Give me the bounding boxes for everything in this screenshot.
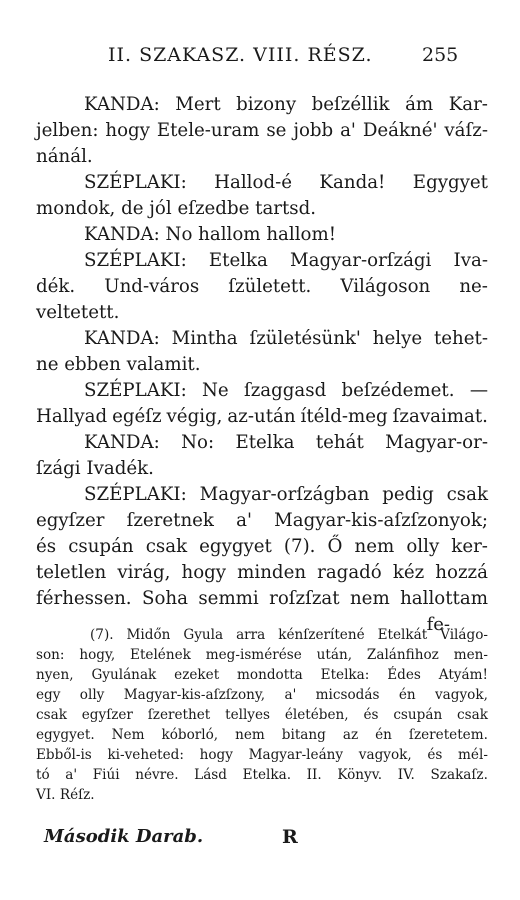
word: Magyar-leány: [248, 747, 344, 763]
word: Gyula: [183, 627, 224, 643]
word: (7).: [283, 536, 316, 557]
word: olly: [406, 536, 440, 557]
word: vagyok,: [358, 747, 412, 763]
word: meg-ismérése: [205, 647, 302, 663]
body-line: [36, 170, 488, 196]
word: No:: [181, 432, 215, 453]
word: SZÉPLAKI:: [84, 380, 187, 401]
word: Und-város: [104, 276, 200, 297]
word: virág,: [117, 562, 171, 583]
footnote: [36, 625, 488, 805]
word: egygyet.: [36, 727, 95, 743]
word: nem: [349, 588, 390, 609]
word: ki-veheted:: [107, 747, 184, 763]
word: a': [340, 120, 356, 141]
body-line: nánál.: [36, 146, 93, 167]
word: Atyám!: [438, 667, 488, 683]
body-line: KANDA: No hallom hallom!: [84, 224, 337, 245]
word: Etelka: [235, 432, 295, 453]
word: tehát: [315, 432, 364, 453]
word: Magyar-kis-aſzſzonyok;: [274, 510, 488, 531]
word: én: [398, 687, 416, 703]
word: Világo-: [440, 627, 488, 643]
word: Lásd: [194, 767, 227, 783]
word: nyen,: [36, 667, 74, 683]
word: Nem: [111, 727, 145, 743]
word: bitang: [281, 727, 326, 743]
word: egéſz: [112, 406, 162, 427]
word: ſzeretnek: [126, 510, 214, 531]
word: Magyar-kis-aſzſzony,: [123, 687, 266, 703]
word: vagyok,: [435, 687, 488, 703]
word: után,: [316, 647, 353, 663]
footnote-line: [36, 705, 488, 725]
word: egy: [36, 687, 61, 703]
word: Magyar-orſzágban: [199, 484, 370, 505]
word: KANDA:: [84, 432, 160, 453]
word: Kanda!: [319, 172, 386, 193]
word: hogy: [105, 120, 150, 141]
word: ragadó: [317, 562, 382, 583]
word: csak: [36, 707, 67, 723]
word: micsodás: [315, 687, 380, 703]
body-line: [36, 326, 488, 352]
body-line: [36, 92, 488, 118]
word: nem: [354, 536, 395, 557]
body-line: mondok, de jól eſzedbe tartsd.: [36, 198, 317, 219]
word: Midőn: [126, 627, 171, 643]
word: nem: [235, 727, 265, 743]
word: tehet-: [433, 328, 488, 349]
word: Ő: [327, 536, 343, 557]
footnote-line: [36, 685, 488, 705]
word: életében,: [284, 707, 349, 723]
word: ſzületett.: [228, 276, 312, 297]
word: beſzédemet.: [341, 380, 455, 401]
word: ne-: [459, 276, 488, 297]
word: és: [363, 707, 379, 723]
word: csupán: [68, 536, 134, 557]
body-line: [36, 118, 488, 144]
word: Fiúi: [92, 767, 120, 783]
body-line: [36, 586, 488, 612]
word: Etelka.: [242, 767, 292, 783]
word: hogy,: [79, 647, 116, 663]
word: ſzaggasd: [243, 380, 327, 401]
footnote-line: [36, 625, 488, 645]
body-line: ſzági Ivadék.: [36, 458, 154, 479]
word: Soha: [141, 588, 188, 609]
footnote-line: [36, 725, 488, 745]
word: se: [266, 120, 287, 141]
body-line: [36, 378, 488, 404]
word: az-után: [227, 406, 296, 427]
word: férhessen.: [36, 588, 132, 609]
word: csak: [457, 707, 488, 723]
word: végig,: [166, 406, 223, 427]
running-header: [0, 44, 520, 74]
word: pedig: [382, 484, 434, 505]
word: hogy: [181, 562, 227, 583]
running-title: II. SZAKASZ. VIII. RÉSZ.: [108, 44, 373, 66]
word: ſzületésünk': [249, 328, 361, 349]
word: jelben:: [36, 120, 99, 141]
page-number: 255: [422, 44, 459, 66]
word: Édes: [387, 667, 421, 683]
word: ker-: [451, 536, 488, 557]
word: kéz: [392, 562, 425, 583]
word: olly: [79, 687, 105, 703]
word: csak: [145, 536, 188, 557]
word: Zalánfihoz: [366, 647, 439, 663]
word: és: [427, 747, 443, 763]
word: Ne: [202, 380, 229, 401]
word: névre.: [135, 767, 179, 783]
word: én: [375, 727, 392, 743]
body-line: [36, 560, 488, 586]
word: Kar-: [448, 94, 488, 115]
word: csupán: [393, 707, 443, 723]
word: az: [342, 727, 359, 743]
word: hozzá: [435, 562, 488, 583]
word: mél-: [458, 747, 488, 763]
word: ſzavaimat.: [392, 406, 488, 427]
word: Etelka: [208, 250, 268, 271]
word: egyſzer: [36, 510, 105, 531]
sheet-mark: R: [282, 826, 298, 848]
word: IV.: [397, 767, 415, 783]
word: Etele-uram: [156, 120, 260, 141]
word: dék.: [36, 276, 76, 297]
word: KANDA:: [84, 94, 160, 115]
word: —: [469, 380, 488, 401]
word: (7).: [90, 627, 114, 643]
body-line: [36, 482, 488, 508]
word: ſzeretetem.: [408, 727, 488, 743]
word: Deákné': [362, 120, 438, 141]
word: mondotta: [237, 667, 303, 683]
word: tó: [36, 767, 50, 783]
word: Világoson: [340, 276, 431, 297]
word: roſzſzat: [269, 588, 340, 609]
body-line: [36, 508, 488, 534]
body-line: [36, 430, 488, 456]
body-line: [36, 404, 488, 430]
footnote-line: [36, 765, 488, 785]
word: ám: [405, 94, 434, 115]
word: Etelkát: [377, 627, 428, 643]
word: Mert: [175, 94, 221, 115]
word: Etelének: [130, 647, 191, 663]
word: semmi: [198, 588, 259, 609]
word: Könyv.: [337, 767, 383, 783]
body-line: [36, 248, 488, 274]
word: beſzéllik: [311, 94, 390, 115]
word: kóborló,: [161, 727, 219, 743]
word: Magyar-orſzági: [290, 250, 432, 271]
footnote-line: [36, 645, 488, 665]
word: Etelka:: [320, 667, 370, 683]
word: ítéld-meg: [300, 406, 388, 427]
word: men-: [453, 647, 488, 663]
word: ezeket: [174, 667, 220, 683]
word: Szakaſz.: [430, 767, 488, 783]
word: Hallod-é: [214, 172, 292, 193]
word: ſzerethet: [147, 707, 211, 723]
word: bizony: [236, 94, 297, 115]
word: jobb: [293, 120, 334, 141]
word: son:: [36, 647, 65, 663]
word: Iva-: [453, 250, 488, 271]
word: minden: [237, 562, 307, 583]
page-footer: [36, 826, 488, 856]
catchword: fe-: [426, 614, 450, 635]
body-text: [36, 92, 488, 638]
word: Mintha: [171, 328, 238, 349]
word: Ebből-is: [36, 747, 92, 763]
word: Magyar-or-: [385, 432, 488, 453]
word: a': [65, 767, 78, 783]
word: váſz-: [444, 120, 488, 141]
word: Gyulának: [91, 667, 157, 683]
word: egygyet: [199, 536, 272, 557]
word: hogy: [199, 747, 233, 763]
word: Hallyad: [36, 406, 108, 427]
word: tellyes: [225, 707, 271, 723]
body-line: [36, 274, 488, 300]
word: Egygyet: [412, 172, 488, 193]
word: teletlen: [36, 562, 107, 583]
word: csak: [446, 484, 488, 505]
body-line: veltetett.: [36, 302, 120, 323]
word: SZÉPLAKI:: [84, 484, 187, 505]
word: hallottam: [400, 588, 488, 609]
word: KANDA:: [84, 328, 160, 349]
word: SZÉPLAKI:: [84, 172, 187, 193]
body-line: ne ebben valamit.: [36, 354, 201, 375]
footnote-line: VI. Réſz.: [36, 787, 95, 803]
word: arra: [236, 627, 266, 643]
body-line: [36, 534, 488, 560]
word: II.: [306, 767, 322, 783]
word: SZÉPLAKI:: [84, 250, 187, 271]
word: és: [36, 536, 57, 557]
word: kénſzerítené: [278, 627, 365, 643]
word: egyſzer: [81, 707, 133, 723]
word: a': [236, 510, 252, 531]
footnote-line: [36, 745, 488, 765]
word: helye: [372, 328, 423, 349]
footnote-line: [36, 665, 488, 685]
signature-line: Második Darab.: [44, 826, 204, 847]
word: a': [284, 687, 297, 703]
